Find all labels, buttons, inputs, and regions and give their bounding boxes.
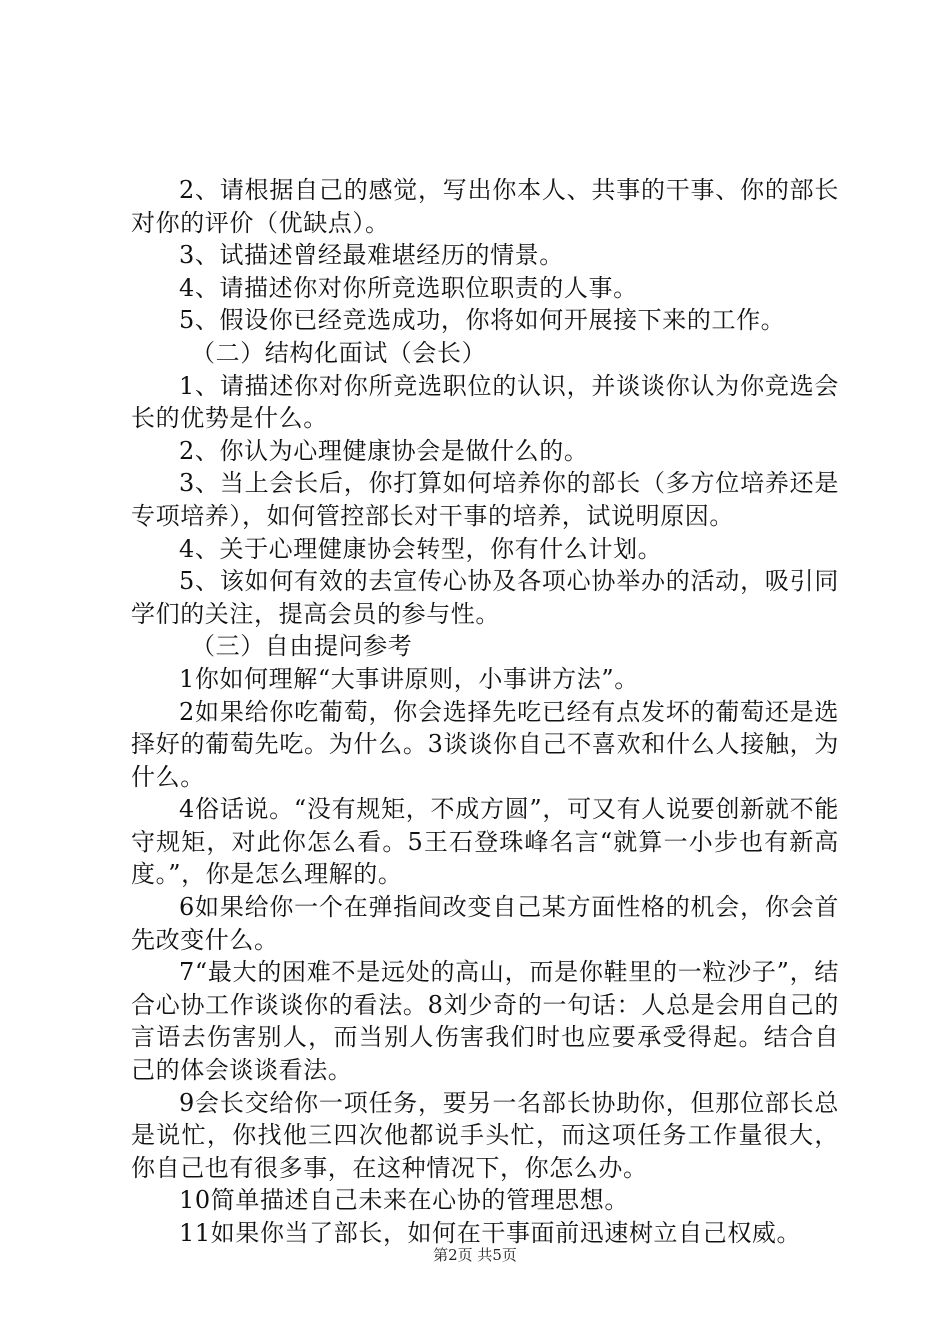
paragraph: 3、试描述曾经最难堪经历的情景。 [179,241,564,270]
paragraph: 2如果给你吃葡萄，你会选择先吃已经有点发坏的葡萄还是选择好的葡萄先吃。为什么。3谈谈你自己不喜欢和什么人接触，为什么。 [131,697,839,791]
paragraph: 4俗话说。“没有规矩，不成方圆”，可又有人说要创新就不能守规矩，对此你怎么看。5王石登珠峰名言“就算一小步也有新高度。”，你是怎么理解的。 [131,795,839,889]
paragraph: 11如果你当了部长，如何在干事面前迅速树立自己权威。 [179,1219,802,1247]
paragraph: 2、请根据自己的感觉，写出你本人、共事的干事、你的部长对你的评价（优缺点）。 [131,176,839,237]
paragraph: 1、请描述你对你所竞选职位的认识，并谈谈你认为你竞选会长的优势是什么。 [131,371,839,433]
paragraph: 7“最大的困难不是远处的高山，而是你鞋里的一粒沙子”，结合心协工作谈谈你的看法。8刘少奇的一句话：人总是会用自己的言语去伤害别人，而当别人伤害我们时也应要承受得起。结合自己的体会谈谈看法。 [131,958,839,1085]
paragraph: 5、该如何有效的去宣传心协及各项心协举办的活动，吸引同学们的关注，提高会员的参与性。 [131,567,839,628]
paragraph: 1你如何理解“大事讲原则，小事讲方法”。 [179,664,639,693]
paragraph: 6如果给你一个在弹指间改变自己某方面性格的机会，你会首先改变什么。 [131,893,839,954]
page-number: 第2页 共5页 [433,1246,517,1264]
paragraph: 4、关于心理健康协会转型，你有什么计划。 [179,534,663,563]
paragraph: 9会长交给你一项任务，要另一名部长协助你，但那位部长总是说忙，你找他三四次他都说手头忙，而这项任务工作量很大，你自己也有很多事，在这种情况下，你怎么办。 [131,1088,839,1182]
section-heading: （二）结构化面试（会长） [191,338,487,367]
document-body [131,174,839,1250]
paragraph: 5、假设你已经竞选成功，你将如何开展接下来的工作。 [179,306,786,335]
paragraph: 10简单描述自己未来在心协的管理思想。 [179,1186,629,1215]
paragraph: 2、你认为心理健康协会是做什么的。 [179,436,589,465]
section-heading: （三）自由提问参考 [191,632,413,661]
paragraph: 4、请描述你对你所竞选职位职责的人事。 [179,273,638,302]
paragraph: 3、当上会长后，你打算如何培养你的部长（多方位培养还是专项培养），如何管控部长对干事的培养，试说明原因。 [131,469,839,530]
